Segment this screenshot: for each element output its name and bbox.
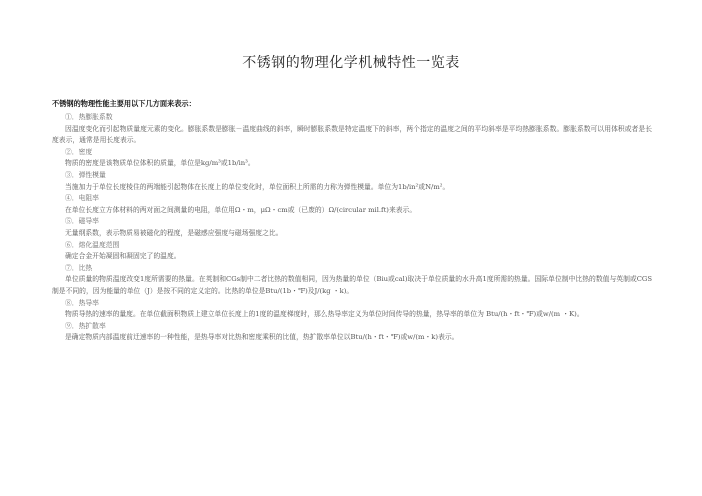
section-paragraph: 单位质量的物质温度改变1度所需要的热量。在英制和CGs制中二者比热的数值相同，因为热量的单位（Biu或cal)取决于单位质量的水升高1度所需的热量。国际单位制中比热的数值与英制或CGS制是不同的，因为能量的单位（J）是按不同的定义定的。比热的单位是Btu/(1b・℉)及J/(kg ・k)。	[52, 275, 652, 295]
section-paragraph: 因温度变化而引起物质量度元素的变化。膨胀系数是膨胀－温度曲线的斜率，瞬时膨胀系数是特定温度下的斜率，两个指定的温度之间的平均斜率是平均热膨胀系数。膨胀系数可以用体积或者是长度表示，通常是用长度表示。	[52, 124, 652, 145]
section-resistivity	[52, 193, 652, 216]
section-heading: ④．电阻率	[65, 194, 99, 203]
section-paragraph: 确定合金开始凝固和凝固完了的温度。	[65, 252, 181, 261]
section-melting-range	[52, 240, 652, 263]
section-paragraph: 是确定物质内部温度前迁速率的一种性能，是热导率对比热和密度乘积的比值，热扩散率单位以Btu/(h・ft・℉)或w/(m・k)表示。	[65, 333, 459, 342]
document-body	[52, 112, 652, 344]
section-thermal-conductivity	[52, 298, 652, 321]
section-paragraph: 物质的密度是该物质单位体积的质量，单位是kg/m³或1b/in³。	[65, 159, 255, 168]
section-heading: ⑤．磁导率	[65, 217, 99, 226]
section-density	[52, 147, 652, 170]
section-elastic-modulus	[52, 170, 652, 193]
section-heading: ⑥．熔化温度范围	[65, 240, 120, 249]
section-paragraph: 物质导热的速率的量度。在单位截面积物质上建立单位长度上的1度的温度梯度时，那么热导率定义为单位时间传导的热量，热导率的单位为 Btu/(h・ft・℉)或w/(m ・K)。	[65, 310, 584, 319]
section-paragraph: 无量纲系数，表示物质易被磁化的程度，是磁感应强度与磁场强度之比。	[65, 228, 283, 237]
section-paragraph: 在单位长度立方体材料的两对面之间测量的电阻，单位用Ω・m，μΩ・cm或（已废的）Ω/(circular mil.ft)来表示。	[65, 205, 417, 214]
document-title: 不锈钢的物理化学机械特性一览表	[242, 55, 460, 71]
section-thermal-expansion	[52, 112, 652, 147]
section-heading: ⑦．比热	[65, 263, 93, 272]
section-thermal-diffusivity	[52, 321, 652, 344]
section-heading: ⑨．热扩散率	[65, 321, 106, 330]
section-heading: ①．热膨胀系数	[65, 113, 113, 121]
section-specific-heat	[52, 263, 652, 298]
section-heading: ⑧．热导率	[65, 298, 99, 307]
section-permeability	[52, 216, 652, 239]
section-heading: ②．密度	[65, 147, 93, 156]
section-paragraph: 当施加力于单位长度棱住的两端能引起物体在长度上的单位变化时，单位面积上所需的力称为弹性模量。单位为1b/in²或N/m²。	[65, 182, 450, 191]
section-heading: ③．弹性模量	[65, 170, 106, 179]
document-subtitle: 不锈钢的物理性能主要用以下几方面来表示：	[52, 99, 196, 108]
